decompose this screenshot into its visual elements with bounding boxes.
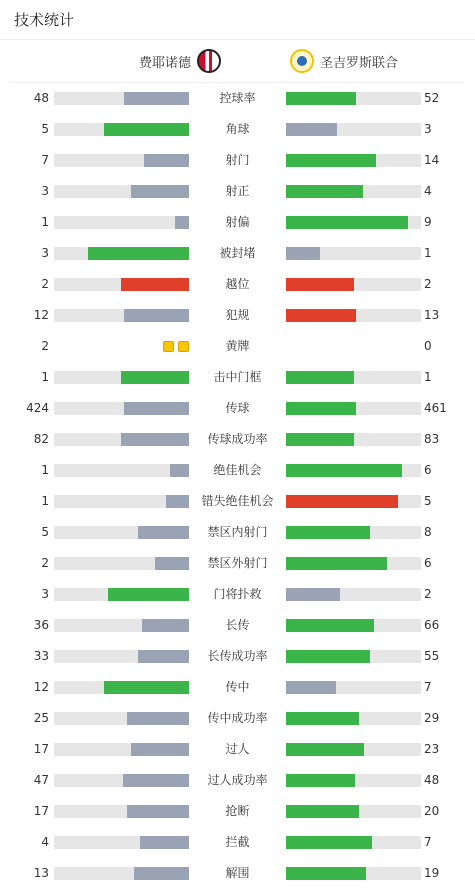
home-bar-track	[54, 743, 189, 756]
yellow-card-icon	[163, 341, 174, 352]
away-bar-fill	[286, 216, 408, 229]
away-value: 7	[424, 835, 432, 849]
home-bar-fill	[104, 123, 189, 136]
stat-label: 犯规	[225, 308, 250, 322]
stat-row	[0, 486, 475, 517]
stat-label: 控球率	[219, 91, 256, 105]
away-team-name: 圣吉罗斯联合	[320, 55, 399, 71]
stat-row	[0, 455, 475, 486]
stat-label: 解围	[225, 866, 250, 880]
away-bar-fill	[286, 588, 340, 601]
home-value: 25	[33, 711, 49, 725]
home-bar-fill	[121, 278, 189, 291]
away-bar-track	[286, 309, 421, 322]
stat-row	[0, 641, 475, 672]
away-bar-fill	[286, 464, 402, 477]
home-bar-track	[54, 278, 189, 291]
away-bar-fill	[286, 650, 370, 663]
home-value: 7	[41, 153, 49, 167]
stat-row	[0, 238, 475, 269]
away-bar-track	[286, 495, 421, 508]
home-bar-track	[54, 836, 189, 849]
away-bar-fill	[286, 836, 372, 849]
home-value: 1	[41, 494, 49, 508]
stat-row	[0, 734, 475, 765]
stat-row	[0, 548, 475, 579]
away-bar-track	[286, 712, 421, 725]
home-bar-fill	[121, 371, 189, 384]
away-bar-fill	[286, 371, 354, 384]
away-bar-track	[286, 247, 421, 260]
home-bar-fill	[127, 712, 189, 725]
home-bar-fill	[142, 619, 189, 632]
teams-bar	[10, 40, 465, 83]
home-bar-fill	[124, 309, 189, 322]
home-value: 13	[33, 866, 49, 880]
stat-row	[0, 207, 475, 238]
away-bar-fill	[286, 247, 320, 260]
home-bar-track	[54, 185, 189, 198]
away-value: 66	[424, 618, 440, 632]
home-value: 424	[26, 401, 49, 415]
home-bar-fill	[144, 154, 189, 167]
home-bar-fill	[123, 774, 189, 787]
away-bar-fill	[286, 154, 376, 167]
home-value: 2	[41, 556, 49, 570]
away-bar-fill	[286, 433, 354, 446]
away-bar-track	[286, 836, 421, 849]
home-bar-fill	[124, 92, 189, 105]
away-bar-track	[286, 774, 421, 787]
home-bar-fill	[131, 743, 189, 756]
stat-row	[0, 114, 475, 145]
away-bar-fill	[286, 712, 359, 725]
stat-row	[0, 796, 475, 827]
home-bar-track	[54, 464, 189, 477]
away-bar-track	[286, 433, 421, 446]
stat-row	[0, 362, 475, 393]
away-bar-track	[286, 619, 421, 632]
home-value: 36	[33, 618, 49, 632]
stat-label: 拦截	[225, 835, 250, 849]
away-bar-track	[286, 216, 421, 229]
stat-label: 射门	[225, 153, 250, 167]
away-bar-track	[286, 278, 421, 291]
home-bar-fill	[175, 216, 189, 229]
home-bar-track	[54, 433, 189, 446]
away-team[interactable]	[290, 40, 398, 82]
home-value: 33	[33, 649, 49, 663]
away-value: 20	[424, 804, 440, 818]
away-value: 55	[424, 649, 440, 663]
away-value: 3	[424, 122, 432, 136]
stat-label: 射偏	[225, 215, 250, 229]
stat-row	[0, 269, 475, 300]
home-bar-track	[54, 526, 189, 539]
home-bar-fill	[138, 650, 189, 663]
stat-row	[0, 176, 475, 207]
home-bar-fill	[108, 588, 189, 601]
away-value: 13	[424, 308, 440, 322]
page-header	[0, 0, 475, 40]
away-bar-fill	[286, 557, 387, 570]
home-bar-fill	[134, 867, 189, 880]
stat-label: 越位	[225, 277, 250, 291]
away-bar-fill	[286, 92, 356, 105]
away-bar-track	[286, 371, 421, 384]
away-bar-fill	[286, 278, 354, 291]
away-bar-fill	[286, 495, 398, 508]
away-bar-fill	[286, 309, 356, 322]
home-value: 3	[41, 246, 49, 260]
away-bar-track	[286, 805, 421, 818]
home-bar-fill	[88, 247, 189, 260]
away-bar-fill	[286, 805, 359, 818]
stat-row	[0, 393, 475, 424]
stat-row	[0, 424, 475, 455]
away-value: 29	[424, 711, 440, 725]
home-bar-track	[54, 619, 189, 632]
away-bar-track	[286, 185, 421, 198]
feyenoord-logo-icon	[197, 49, 221, 73]
home-value: 12	[33, 308, 49, 322]
away-bar-track	[286, 154, 421, 167]
home-bar-fill	[124, 402, 189, 415]
away-value: 6	[424, 556, 432, 570]
away-bar-track	[286, 588, 421, 601]
union-sg-logo-icon	[290, 49, 314, 73]
stat-label: 禁区外射门	[207, 556, 268, 570]
stat-row	[0, 765, 475, 796]
stat-label: 过人成功率	[207, 773, 268, 787]
away-value: 2	[424, 587, 432, 601]
home-bar-track	[54, 495, 189, 508]
stat-row	[0, 517, 475, 548]
away-value: 1	[424, 246, 432, 260]
away-bar-track	[286, 526, 421, 539]
stat-row	[0, 83, 475, 114]
away-value: 48	[424, 773, 440, 787]
home-value: 17	[33, 804, 49, 818]
stat-row	[0, 145, 475, 176]
home-bar-fill	[104, 681, 189, 694]
home-value: 4	[41, 835, 49, 849]
away-bar-track	[286, 123, 421, 136]
away-value: 461	[424, 401, 447, 415]
away-bar-fill	[286, 185, 363, 198]
stat-label: 长传	[225, 618, 250, 632]
away-bar-track	[286, 557, 421, 570]
stat-label: 抢断	[225, 804, 250, 818]
home-bar-fill	[127, 805, 189, 818]
home-value: 3	[41, 184, 49, 198]
stat-label: 传球成功率	[207, 432, 268, 446]
home-bar-track	[54, 650, 189, 663]
home-yellow-cards	[163, 341, 189, 352]
away-bar-track	[286, 867, 421, 880]
stat-row	[0, 827, 475, 858]
away-bar-fill	[286, 526, 370, 539]
home-bar-track	[54, 774, 189, 787]
home-bar-track	[54, 402, 189, 415]
yellow-card-icon	[178, 341, 189, 352]
stat-label: 传中	[225, 680, 250, 694]
home-team-name: 费耶诺德	[138, 55, 191, 71]
home-bar-fill	[170, 464, 189, 477]
home-bar-fill	[138, 526, 189, 539]
home-bar-track	[54, 805, 189, 818]
home-bar-track	[54, 371, 189, 384]
home-bar-track	[54, 309, 189, 322]
away-value: 5	[424, 494, 432, 508]
page-title: 技术统计	[14, 11, 75, 29]
stat-label: 角球	[225, 122, 250, 136]
stat-row	[0, 610, 475, 641]
home-bar-track	[54, 557, 189, 570]
home-value: 2	[41, 339, 49, 353]
home-bar-track	[54, 681, 189, 694]
stat-label: 黄牌	[225, 339, 250, 353]
away-bar-fill	[286, 123, 337, 136]
home-value: 5	[41, 525, 49, 539]
stat-row	[0, 858, 475, 889]
stat-label: 错失绝佳机会	[201, 494, 274, 508]
home-bar-track	[54, 588, 189, 601]
stat-label: 门将扑救	[213, 587, 262, 601]
home-value: 2	[41, 277, 49, 291]
stat-row	[0, 672, 475, 703]
away-bar-track	[286, 464, 421, 477]
home-bar-track	[54, 712, 189, 725]
home-value: 3	[41, 587, 49, 601]
home-bar-fill	[155, 557, 189, 570]
home-value: 1	[41, 215, 49, 229]
home-value: 82	[33, 432, 49, 446]
home-bar-track	[54, 867, 189, 880]
away-bar-track	[286, 743, 421, 756]
away-value: 52	[424, 91, 440, 105]
away-value: 6	[424, 463, 432, 477]
home-bar-track	[54, 123, 189, 136]
away-value: 9	[424, 215, 432, 229]
stat-row	[0, 331, 475, 362]
home-value: 1	[41, 463, 49, 477]
stat-row	[0, 579, 475, 610]
stat-label: 被封堵	[219, 246, 256, 260]
away-value: 7	[424, 680, 432, 694]
away-bar-fill	[286, 743, 364, 756]
home-value: 5	[41, 122, 49, 136]
away-value: 2	[424, 277, 432, 291]
stat-label: 绝佳机会	[213, 463, 262, 477]
home-team[interactable]	[139, 40, 221, 82]
stat-row	[0, 703, 475, 734]
home-bar-fill	[166, 495, 189, 508]
away-bar-fill	[286, 402, 356, 415]
away-bar-track	[286, 650, 421, 663]
home-value: 47	[33, 773, 49, 787]
home-value: 1	[41, 370, 49, 384]
away-value: 8	[424, 525, 432, 539]
away-bar-fill	[286, 681, 336, 694]
home-bar-track	[54, 92, 189, 105]
away-value: 19	[424, 866, 440, 880]
home-bar-track	[54, 154, 189, 167]
stat-label: 传球	[225, 401, 250, 415]
stat-label: 击中门框	[213, 370, 262, 384]
away-bar-fill	[286, 867, 366, 880]
away-bar-fill	[286, 774, 355, 787]
away-bar-fill	[286, 619, 374, 632]
home-value: 48	[33, 91, 49, 105]
stat-label: 长传成功率	[207, 649, 268, 663]
away-value: 83	[424, 432, 440, 446]
home-value: 12	[33, 680, 49, 694]
home-bar-fill	[140, 836, 189, 849]
stat-label: 射正	[225, 184, 250, 198]
away-bar-track	[286, 92, 421, 105]
stat-row	[0, 300, 475, 331]
away-bar-track	[286, 402, 421, 415]
away-value: 23	[424, 742, 440, 756]
away-bar-track	[286, 681, 421, 694]
stats-list	[0, 83, 475, 889]
home-bar-track	[54, 216, 189, 229]
home-bar-fill	[131, 185, 189, 198]
stat-label: 传中成功率	[207, 711, 268, 725]
home-value: 17	[33, 742, 49, 756]
home-bar-track	[54, 247, 189, 260]
away-value: 0	[424, 339, 432, 353]
home-bar-fill	[121, 433, 189, 446]
stat-label: 禁区内射门	[207, 525, 268, 539]
away-value: 14	[424, 153, 440, 167]
stat-label: 过人	[225, 742, 250, 756]
away-value: 4	[424, 184, 432, 198]
away-value: 1	[424, 370, 432, 384]
